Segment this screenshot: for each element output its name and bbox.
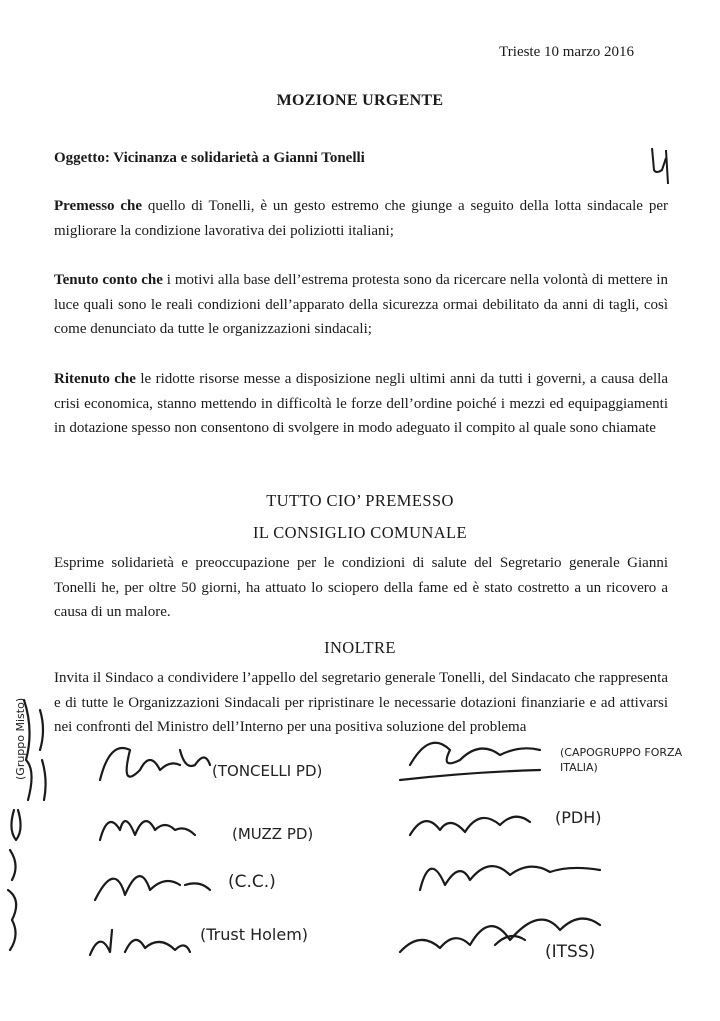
heading-consiglio-comunale: IL CONSIGLIO COMUNALE bbox=[252, 523, 468, 542]
paragraph-esprime: Esprime solidarietà e preoccupazione per le condizioni di salute del Segretario generale Gianni Tonelli he, per oltre 50 giorni, ha attuato lo sciopero della fame ed è stato costretto a un ricovero a causa di un malore. bbox=[54, 555, 668, 620]
handwritten-annotation-toncelli: (TONCELLI PD) bbox=[212, 762, 323, 780]
document-subject: Oggetto: Vicinanza e solidarietà a Gianni Tonelli bbox=[54, 150, 365, 166]
paragraph-text: quello di Tonelli, è un gesto estremo che giunge a seguito della lotta sindacale per migliorare la condizione lavorativa dei poliziotti italiani; bbox=[54, 198, 668, 239]
paragraph-lead: Ritenuto che bbox=[54, 371, 136, 387]
handwritten-annotation-cc: (C.C.) bbox=[228, 872, 276, 892]
paragraph-text: le ridotte risorse messe a disposizione negli ultimi anni da tutti i governi, a causa della crisi economica, stanno mettendo in difficoltà le forze dell’ordine poiché i mezzi ed equipaggiamenti in dotazione spesso non consentono di svolgere in modo adeguato il compito al quale sono chiamate bbox=[54, 371, 668, 436]
heading-tutto-premesso: TUTTO CIO’ PREMESSO bbox=[266, 491, 454, 510]
handwritten-annotation-itss: (ITSS) bbox=[545, 942, 596, 962]
handwritten-annotation-trust-holem: (Trust Holem) bbox=[200, 925, 309, 944]
paragraph-lead: Premesso che bbox=[54, 198, 143, 214]
document-date: Trieste 10 marzo 2016 bbox=[499, 44, 634, 60]
paragraph-text: i motivi alla base dell’estrema protesta sono da ricercare nella volontà di mettere in luce quali sono le reali condizioni dell’apparato della sicurezza ormai debilitato da anni di tagli, così come denunciato da tutte le organizzazioni sindacali; bbox=[54, 272, 668, 337]
handwritten-annotation-gruppo-left: (Gruppo Misto) bbox=[14, 697, 27, 780]
paragraph-lead: Tenuto conto che bbox=[54, 272, 163, 288]
paragraph-premesso bbox=[54, 194, 668, 243]
paragraph-ritenuto bbox=[54, 367, 668, 441]
document-title: MOZIONE URGENTE bbox=[276, 92, 444, 109]
handwritten-annotation-muzz: (MUZZ PD) bbox=[232, 825, 314, 843]
heading-inoltre: INOLTRE bbox=[324, 638, 396, 657]
paragraph-tenuto-conto bbox=[54, 268, 668, 342]
handwritten-annotation-pdh: (PDH) bbox=[555, 808, 602, 827]
handwritten-margin-mark bbox=[646, 140, 676, 190]
signatures-area bbox=[0, 690, 720, 1010]
handwritten-annotation-capogruppo: (CAPOGRUPPO FORZA ITALIA) bbox=[560, 746, 683, 774]
paragraph-invita: Invita il Sindaco a condividere l’appello del segretario generale Tonelli, del Sindacato che rappresenta e di tutte le Organizzazioni Sindacali per ripristinare le necessarie dotazioni finanziarie e ad attivarsi nei confronti del Ministro dell’Interno per una positiva soluzione del problema bbox=[54, 670, 668, 735]
